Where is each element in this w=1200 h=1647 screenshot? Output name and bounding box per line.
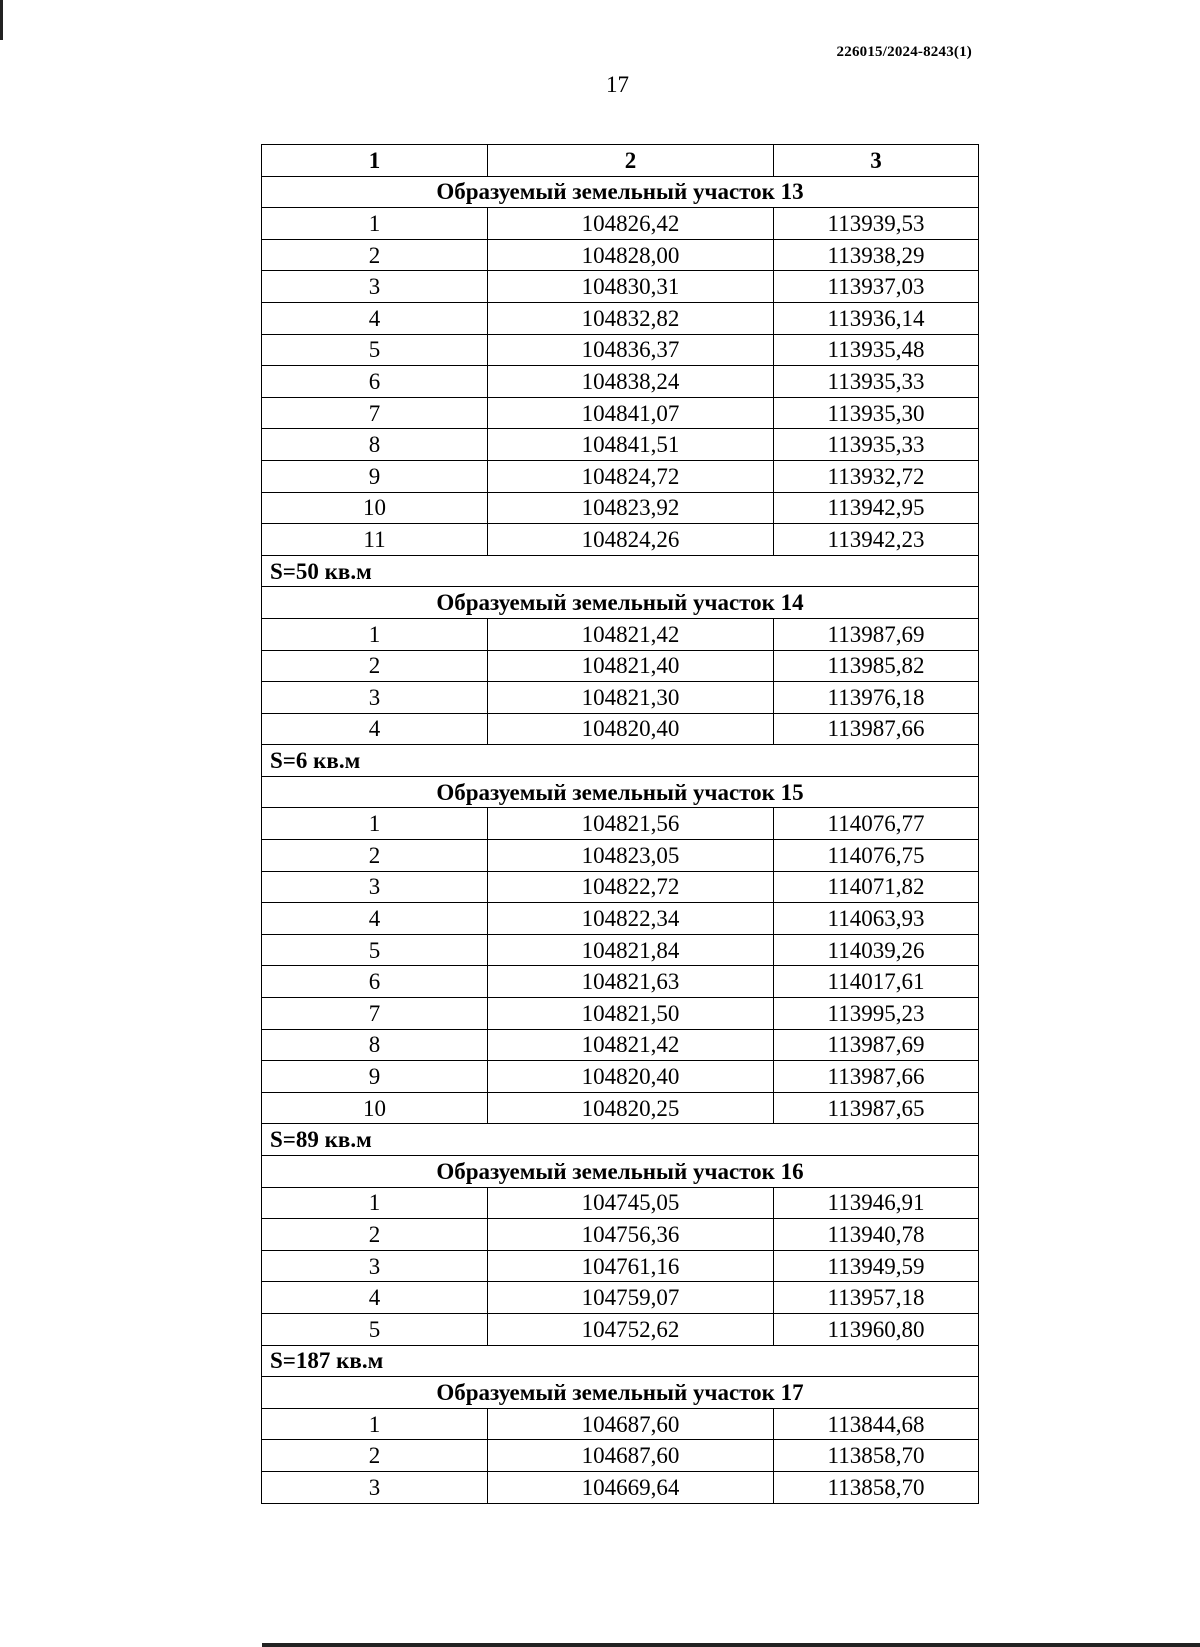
table-row bbox=[262, 903, 979, 935]
table-row bbox=[262, 1092, 979, 1124]
x-coordinate-cell: 104822,72 bbox=[488, 871, 774, 903]
y-coordinate-cell: 113976,18 bbox=[774, 682, 979, 714]
point-number-cell: 5 bbox=[262, 1313, 488, 1345]
y-coordinate-cell: 113858,70 bbox=[774, 1440, 979, 1472]
table-row bbox=[262, 1471, 979, 1503]
y-coordinate-cell: 114071,82 bbox=[774, 871, 979, 903]
point-number-cell: 1 bbox=[262, 1408, 488, 1440]
table-row bbox=[262, 682, 979, 714]
point-number-cell: 1 bbox=[262, 208, 488, 240]
x-coordinate-cell: 104761,16 bbox=[488, 1250, 774, 1282]
y-coordinate-cell: 113935,33 bbox=[774, 366, 979, 398]
point-number-cell: 5 bbox=[262, 334, 488, 366]
x-coordinate-cell: 104832,82 bbox=[488, 302, 774, 334]
y-coordinate-cell: 113946,91 bbox=[774, 1187, 979, 1219]
x-coordinate-cell: 104841,07 bbox=[488, 397, 774, 429]
parcel-area-row bbox=[262, 1124, 979, 1156]
table-row bbox=[262, 1440, 979, 1472]
y-coordinate-cell: 113957,18 bbox=[774, 1282, 979, 1314]
scan-edge-bottom bbox=[262, 1643, 1200, 1647]
parcel-title-row bbox=[262, 776, 979, 808]
table-row bbox=[262, 840, 979, 872]
table-row bbox=[262, 366, 979, 398]
column-header-2: 2 bbox=[488, 145, 774, 177]
point-number-cell: 4 bbox=[262, 1282, 488, 1314]
table-row bbox=[262, 1408, 979, 1440]
y-coordinate-cell: 113987,69 bbox=[774, 1029, 979, 1061]
y-coordinate-cell: 113995,23 bbox=[774, 998, 979, 1030]
table-row bbox=[262, 1313, 979, 1345]
parcel-title-row bbox=[262, 587, 979, 619]
point-number-cell: 1 bbox=[262, 1187, 488, 1219]
table-row bbox=[262, 429, 979, 461]
parcel-title-row bbox=[262, 1156, 979, 1188]
x-coordinate-cell: 104821,84 bbox=[488, 934, 774, 966]
y-coordinate-cell: 113940,78 bbox=[774, 1219, 979, 1251]
parcel-area: S=50 кв.м bbox=[262, 555, 979, 587]
y-coordinate-cell: 114076,77 bbox=[774, 808, 979, 840]
y-coordinate-cell: 114076,75 bbox=[774, 840, 979, 872]
table-row bbox=[262, 334, 979, 366]
point-number-cell: 10 bbox=[262, 492, 488, 524]
y-coordinate-cell: 113844,68 bbox=[774, 1408, 979, 1440]
point-number-cell: 3 bbox=[262, 271, 488, 303]
y-coordinate-cell: 113935,48 bbox=[774, 334, 979, 366]
y-coordinate-cell: 113960,80 bbox=[774, 1313, 979, 1345]
table-row bbox=[262, 271, 979, 303]
table-row bbox=[262, 1282, 979, 1314]
table-row bbox=[262, 492, 979, 524]
table-row bbox=[262, 650, 979, 682]
parcel-title: Образуемый земельный участок 15 bbox=[262, 776, 979, 808]
table-row bbox=[262, 1187, 979, 1219]
x-coordinate-cell: 104823,05 bbox=[488, 840, 774, 872]
point-number-cell: 6 bbox=[262, 966, 488, 998]
table-row bbox=[262, 460, 979, 492]
parcel-title-row bbox=[262, 1377, 979, 1409]
x-coordinate-cell: 104687,60 bbox=[488, 1440, 774, 1472]
y-coordinate-cell: 113942,95 bbox=[774, 492, 979, 524]
x-coordinate-cell: 104822,34 bbox=[488, 903, 774, 935]
table-row bbox=[262, 934, 979, 966]
y-coordinate-cell: 113936,14 bbox=[774, 302, 979, 334]
point-number-cell: 5 bbox=[262, 934, 488, 966]
point-number-cell: 2 bbox=[262, 1219, 488, 1251]
table-row bbox=[262, 524, 979, 556]
point-number-cell: 3 bbox=[262, 1471, 488, 1503]
table-row bbox=[262, 713, 979, 745]
table-row bbox=[262, 871, 979, 903]
parcel-area: S=187 кв.м bbox=[262, 1345, 979, 1377]
y-coordinate-cell: 114039,26 bbox=[774, 934, 979, 966]
y-coordinate-cell: 113935,30 bbox=[774, 397, 979, 429]
parcel-area-row bbox=[262, 555, 979, 587]
point-number-cell: 2 bbox=[262, 840, 488, 872]
y-coordinate-cell: 114017,61 bbox=[774, 966, 979, 998]
table-row bbox=[262, 397, 979, 429]
y-coordinate-cell: 113937,03 bbox=[774, 271, 979, 303]
y-coordinate-cell: 113935,33 bbox=[774, 429, 979, 461]
x-coordinate-cell: 104821,30 bbox=[488, 682, 774, 714]
table-row bbox=[262, 208, 979, 240]
x-coordinate-cell: 104820,25 bbox=[488, 1092, 774, 1124]
column-header-1: 1 bbox=[262, 145, 488, 177]
point-number-cell: 10 bbox=[262, 1092, 488, 1124]
x-coordinate-cell: 104821,40 bbox=[488, 650, 774, 682]
table-row bbox=[262, 1219, 979, 1251]
y-coordinate-cell: 113987,66 bbox=[774, 713, 979, 745]
point-number-cell: 2 bbox=[262, 1440, 488, 1472]
y-coordinate-cell: 113949,59 bbox=[774, 1250, 979, 1282]
parcel-title: Образуемый земельный участок 17 bbox=[262, 1377, 979, 1409]
point-number-cell: 1 bbox=[262, 808, 488, 840]
y-coordinate-cell: 113987,65 bbox=[774, 1092, 979, 1124]
x-coordinate-cell: 104820,40 bbox=[488, 713, 774, 745]
point-number-cell: 11 bbox=[262, 524, 488, 556]
x-coordinate-cell: 104824,26 bbox=[488, 524, 774, 556]
y-coordinate-cell: 114063,93 bbox=[774, 903, 979, 935]
point-number-cell: 9 bbox=[262, 1061, 488, 1093]
x-coordinate-cell: 104821,50 bbox=[488, 998, 774, 1030]
document-number: 226015/2024-8243(1) bbox=[836, 44, 972, 60]
x-coordinate-cell: 104838,24 bbox=[488, 366, 774, 398]
y-coordinate-cell: 113932,72 bbox=[774, 460, 979, 492]
table-row bbox=[262, 239, 979, 271]
x-coordinate-cell: 104821,42 bbox=[488, 1029, 774, 1061]
y-coordinate-cell: 113942,23 bbox=[774, 524, 979, 556]
point-number-cell: 8 bbox=[262, 1029, 488, 1061]
parcel-title: Образуемый земельный участок 16 bbox=[262, 1156, 979, 1188]
x-coordinate-cell: 104830,31 bbox=[488, 271, 774, 303]
y-coordinate-cell: 113987,66 bbox=[774, 1061, 979, 1093]
point-number-cell: 2 bbox=[262, 239, 488, 271]
table-row bbox=[262, 618, 979, 650]
table-row bbox=[262, 808, 979, 840]
x-coordinate-cell: 104745,05 bbox=[488, 1187, 774, 1219]
point-number-cell: 7 bbox=[262, 998, 488, 1030]
table-row bbox=[262, 1029, 979, 1061]
column-header-3: 3 bbox=[774, 145, 979, 177]
x-coordinate-cell: 104836,37 bbox=[488, 334, 774, 366]
x-coordinate-cell: 104821,63 bbox=[488, 966, 774, 998]
point-number-cell: 4 bbox=[262, 302, 488, 334]
table-row bbox=[262, 1250, 979, 1282]
x-coordinate-cell: 104756,36 bbox=[488, 1219, 774, 1251]
x-coordinate-cell: 104669,64 bbox=[488, 1471, 774, 1503]
x-coordinate-cell: 104687,60 bbox=[488, 1408, 774, 1440]
parcel-area: S=6 кв.м bbox=[262, 745, 979, 777]
y-coordinate-cell: 113939,53 bbox=[774, 208, 979, 240]
x-coordinate-cell: 104821,42 bbox=[488, 618, 774, 650]
x-coordinate-cell: 104824,72 bbox=[488, 460, 774, 492]
parcel-title: Образуемый земельный участок 13 bbox=[262, 176, 979, 208]
point-number-cell: 3 bbox=[262, 871, 488, 903]
point-number-cell: 7 bbox=[262, 397, 488, 429]
table-row bbox=[262, 998, 979, 1030]
y-coordinate-cell: 113938,29 bbox=[774, 239, 979, 271]
page-number: 17 bbox=[606, 72, 629, 97]
x-coordinate-cell: 104823,92 bbox=[488, 492, 774, 524]
x-coordinate-cell: 104752,62 bbox=[488, 1313, 774, 1345]
scan-edge-left bbox=[0, 0, 3, 40]
point-number-cell: 4 bbox=[262, 713, 488, 745]
table-row bbox=[262, 1061, 979, 1093]
table-row bbox=[262, 966, 979, 998]
point-number-cell: 3 bbox=[262, 1250, 488, 1282]
point-number-cell: 1 bbox=[262, 618, 488, 650]
parcel-area-row bbox=[262, 745, 979, 777]
y-coordinate-cell: 113987,69 bbox=[774, 618, 979, 650]
x-coordinate-cell: 104826,42 bbox=[488, 208, 774, 240]
coordinates-table bbox=[261, 144, 979, 1504]
parcel-title: Образуемый земельный участок 14 bbox=[262, 587, 979, 619]
point-number-cell: 8 bbox=[262, 429, 488, 461]
point-number-cell: 9 bbox=[262, 460, 488, 492]
x-coordinate-cell: 104841,51 bbox=[488, 429, 774, 461]
parcel-area: S=89 кв.м bbox=[262, 1124, 979, 1156]
parcel-area-row bbox=[262, 1345, 979, 1377]
x-coordinate-cell: 104821,56 bbox=[488, 808, 774, 840]
point-number-cell: 3 bbox=[262, 682, 488, 714]
point-number-cell: 4 bbox=[262, 903, 488, 935]
table-header-row bbox=[262, 145, 979, 177]
table-row bbox=[262, 302, 979, 334]
x-coordinate-cell: 104828,00 bbox=[488, 239, 774, 271]
point-number-cell: 2 bbox=[262, 650, 488, 682]
parcel-title-row bbox=[262, 176, 979, 208]
y-coordinate-cell: 113858,70 bbox=[774, 1471, 979, 1503]
y-coordinate-cell: 113985,82 bbox=[774, 650, 979, 682]
point-number-cell: 6 bbox=[262, 366, 488, 398]
x-coordinate-cell: 104759,07 bbox=[488, 1282, 774, 1314]
x-coordinate-cell: 104820,40 bbox=[488, 1061, 774, 1093]
